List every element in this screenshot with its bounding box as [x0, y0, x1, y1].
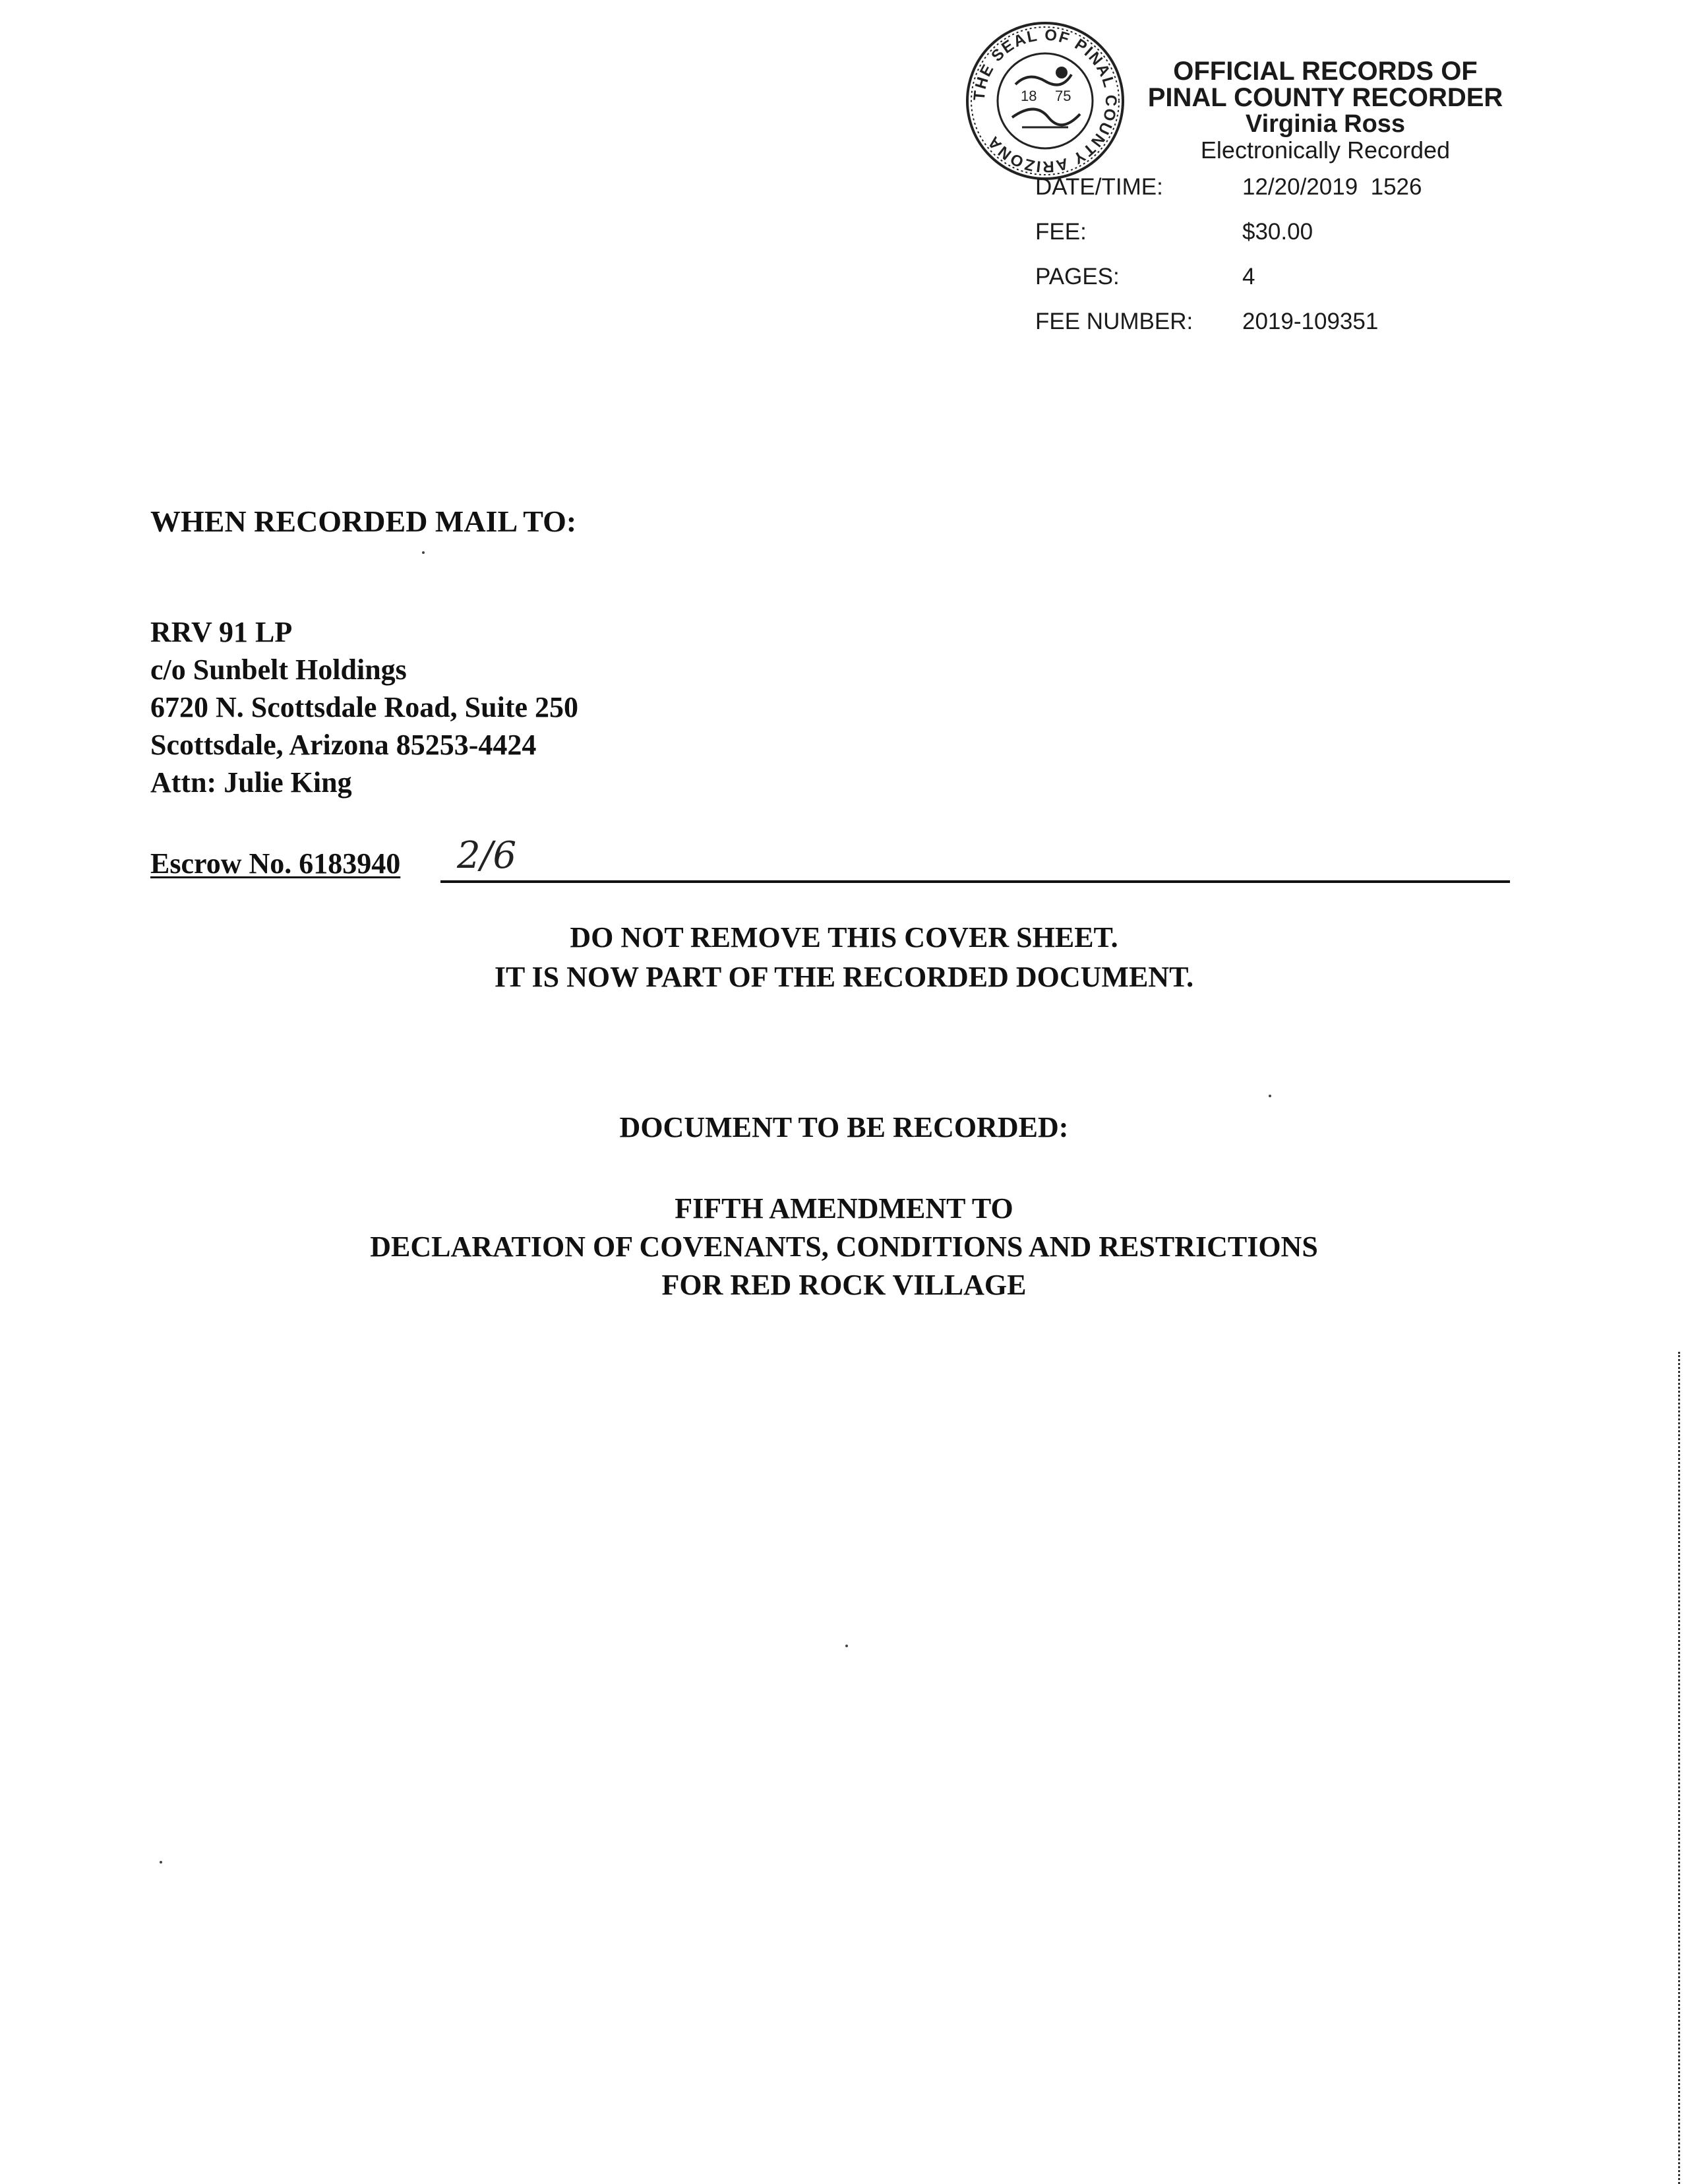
scan-edge	[1678, 1352, 1682, 2184]
document-title-line: DECLARATION OF COVENANTS, CONDITIONS AND RESTRICTIONS	[370, 1230, 1318, 1263]
escrow-number: Escrow No. 6183940	[150, 847, 401, 880]
record-value: 2019-109351	[1242, 309, 1379, 334]
recorder-title-line1: OFFICIAL RECORDS OF	[1173, 57, 1478, 86]
recorder-heading	[1121, 58, 1530, 164]
mail-to-heading: WHEN RECORDED MAIL TO:	[150, 504, 577, 538]
document-title	[0, 1190, 1688, 1304]
scan-speck	[845, 1645, 848, 1647]
scan-speck	[1269, 1095, 1271, 1097]
escrow-row	[150, 828, 1510, 882]
record-label: DATE/TIME:	[1035, 174, 1163, 200]
address-line: RRV 91 LP	[150, 616, 293, 648]
escrow-rule	[440, 880, 1510, 883]
cover-sheet-notice	[0, 918, 1688, 997]
record-label: FEE:	[1035, 219, 1087, 245]
record-value: 4	[1242, 264, 1255, 289]
scan-speck	[160, 1861, 162, 1864]
record-label: FEE NUMBER:	[1035, 309, 1193, 334]
address-line: 6720 N. Scottsdale Road, Suite 250	[150, 691, 579, 723]
handwritten-note	[450, 828, 549, 881]
handwritten-note-text: 2/6	[457, 834, 517, 877]
seal-year-left: 18	[1021, 88, 1037, 104]
pinal-county-seal	[963, 18, 1128, 183]
record-value: $30.00	[1242, 219, 1313, 245]
document-title-line: FIFTH AMENDMENT TO	[675, 1192, 1013, 1225]
seal-year-right: 75	[1055, 88, 1071, 104]
recording-method: Electronically Recorded	[1200, 136, 1451, 164]
seal-ring-text: THE SEAL OF PINAL COUNTY ARIZONA	[970, 26, 1120, 176]
recorder-name: Virginia Ross	[1245, 110, 1406, 138]
scan-speck	[422, 551, 425, 554]
svg-text:THE SEAL OF PINAL COUNTY ARIZO	[971, 26, 1120, 176]
notice-line: IT IS NOW PART OF THE RECORDED DOCUMENT.	[494, 961, 1194, 993]
record-label: PAGES:	[1035, 264, 1120, 289]
record-value: 12/20/2019 1526	[1242, 174, 1422, 200]
address-line: Scottsdale, Arizona 85253-4424	[150, 729, 537, 761]
address-line: c/o Sunbelt Holdings	[150, 653, 407, 686]
mail-to-address	[150, 613, 578, 801]
address-line: Attn: Julie King	[150, 766, 352, 799]
document-title-line: FOR RED ROCK VILLAGE	[661, 1269, 1027, 1301]
document-heading: DOCUMENT TO BE RECORDED:	[619, 1111, 1069, 1143]
recorder-title-line2: PINAL COUNTY RECORDER	[1147, 83, 1503, 112]
notice-line: DO NOT REMOVE THIS COVER SHEET.	[570, 921, 1118, 954]
